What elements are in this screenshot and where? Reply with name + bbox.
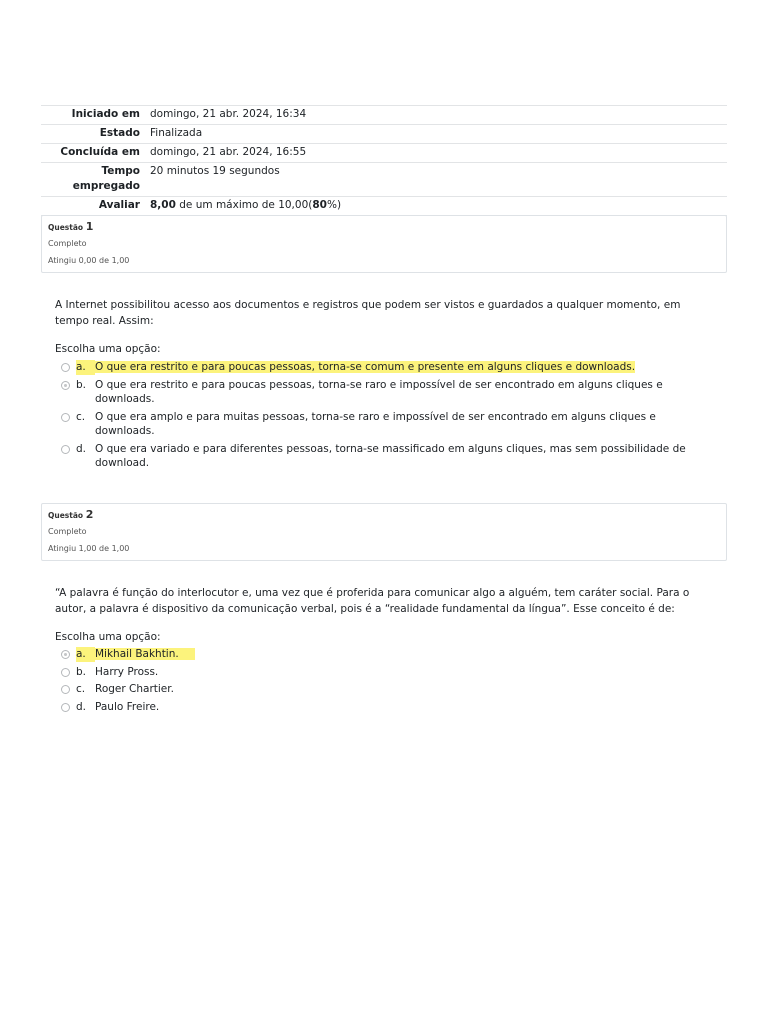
radio-button[interactable] bbox=[61, 703, 70, 712]
question-1-option-c[interactable]: c. O que era amplo e para muitas pessoas, torna-se raro e impossível de ser encontrado em alguns cliques e downloads. bbox=[55, 410, 695, 439]
question-1-option-a[interactable]: a. O que era restrito e para poucas pessoas, torna-se comum e presente em alguns cliques e downloads. bbox=[55, 360, 695, 375]
grade-score: 8,00 bbox=[150, 199, 176, 211]
summary-row-grade bbox=[41, 197, 727, 216]
completed-label: Concluída em bbox=[41, 144, 145, 163]
question-1-answers bbox=[55, 360, 695, 474]
time-value: 20 minutos 19 segundos bbox=[145, 163, 727, 197]
option-label: Mikhail Bakhtin. bbox=[95, 648, 195, 660]
question-2-option-a[interactable]: a. Mikhail Bakhtin. bbox=[55, 647, 695, 662]
question-2-option-b[interactable]: b. Harry Pross. bbox=[55, 665, 695, 680]
question-2-state: Completo bbox=[48, 527, 87, 536]
completed-value: domingo, 21 abr. 2024, 16:55 bbox=[145, 144, 727, 163]
question-2-grade: Atingiu 1,00 de 1,00 bbox=[48, 544, 130, 553]
question-1-state: Completo bbox=[48, 239, 87, 248]
grade-value bbox=[145, 197, 727, 216]
question-1-option-b[interactable]: b. O que era restrito e para poucas pessoas, torna-se raro e impossível de ser encontrado em alguns cliques e downloads. bbox=[55, 378, 695, 407]
radio-button[interactable] bbox=[61, 445, 70, 454]
radio-button-selected[interactable] bbox=[61, 650, 70, 659]
question-1-option-d[interactable]: d. O que era variado e para diferentes pessoas, torna-se massificado em alguns cliques, mas sem possibilidade de download. bbox=[55, 442, 695, 471]
option-label: O que era restrito e para poucas pessoas, torna-se raro e impossível de ser encontrado em alguns cliques e downloads. bbox=[95, 378, 663, 405]
question-1-number: Questão 1 bbox=[48, 220, 94, 233]
option-label: Paulo Freire. bbox=[95, 700, 160, 713]
question-2-option-d[interactable]: d. Paulo Freire. bbox=[55, 700, 695, 715]
question-2-number: Questão 2 bbox=[48, 508, 94, 521]
question-2-answers bbox=[55, 647, 695, 717]
state-label: Estado bbox=[41, 125, 145, 144]
quiz-summary-table bbox=[41, 105, 727, 216]
radio-button-selected[interactable] bbox=[61, 381, 70, 390]
option-label: O que era variado e para diferentes pessoas, torna-se massificado em alguns cliques, mas sem possibilidade de download. bbox=[95, 442, 686, 469]
grade-middle: de um máximo de 10,00( bbox=[175, 199, 313, 211]
option-label: O que era restrito e para poucas pessoas, torna-se comum e presente em alguns cliques e downloads. bbox=[95, 361, 636, 373]
started-value: domingo, 21 abr. 2024, 16:34 bbox=[145, 106, 727, 125]
grade-suffix: %) bbox=[326, 199, 342, 211]
radio-button[interactable] bbox=[61, 413, 70, 422]
option-label: O que era amplo e para muitas pessoas, torna-se raro e impossível de ser encontrado em alguns cliques e downloads. bbox=[95, 410, 656, 437]
question-2-info bbox=[41, 503, 727, 561]
radio-button[interactable] bbox=[61, 685, 70, 694]
summary-row-started bbox=[41, 106, 727, 125]
summary-row-time bbox=[41, 163, 727, 197]
grade-label: Avaliar bbox=[41, 197, 145, 216]
summary-row-completed bbox=[41, 144, 727, 163]
radio-button[interactable] bbox=[61, 668, 70, 677]
question-1-info bbox=[41, 215, 727, 273]
question-1-text: A Internet possibilitou acesso aos documentos e registros que podem ser vistos e guardados a qualquer momento, em tempo real. Assim: bbox=[55, 299, 681, 327]
started-label: Iniciado em bbox=[41, 106, 145, 125]
question-2-text: “A palavra é função do interlocutor e, uma vez que é proferida para comunicar algo a alguém, tem caráter social. Para o autor, a palavra é dispositivo da comunicação verbal, pois é a “realidade fundamental da língua”. Esse conceito é de: bbox=[55, 587, 690, 615]
option-label: Roger Chartier. bbox=[95, 683, 174, 695]
question-2-prompt: Escolha uma opção: bbox=[55, 631, 161, 643]
option-label: Harry Pross. bbox=[95, 665, 159, 678]
summary-row-state bbox=[41, 125, 727, 144]
question-1-prompt: Escolha uma opção: bbox=[55, 343, 161, 355]
time-label: Tempo empregado bbox=[41, 163, 145, 197]
question-1-grade: Atingiu 0,00 de 1,00 bbox=[48, 256, 130, 265]
question-2-option-c[interactable]: c. Roger Chartier. bbox=[55, 682, 695, 697]
grade-percent: 80 bbox=[312, 199, 327, 211]
state-value: Finalizada bbox=[145, 125, 727, 144]
radio-button[interactable] bbox=[61, 363, 70, 372]
